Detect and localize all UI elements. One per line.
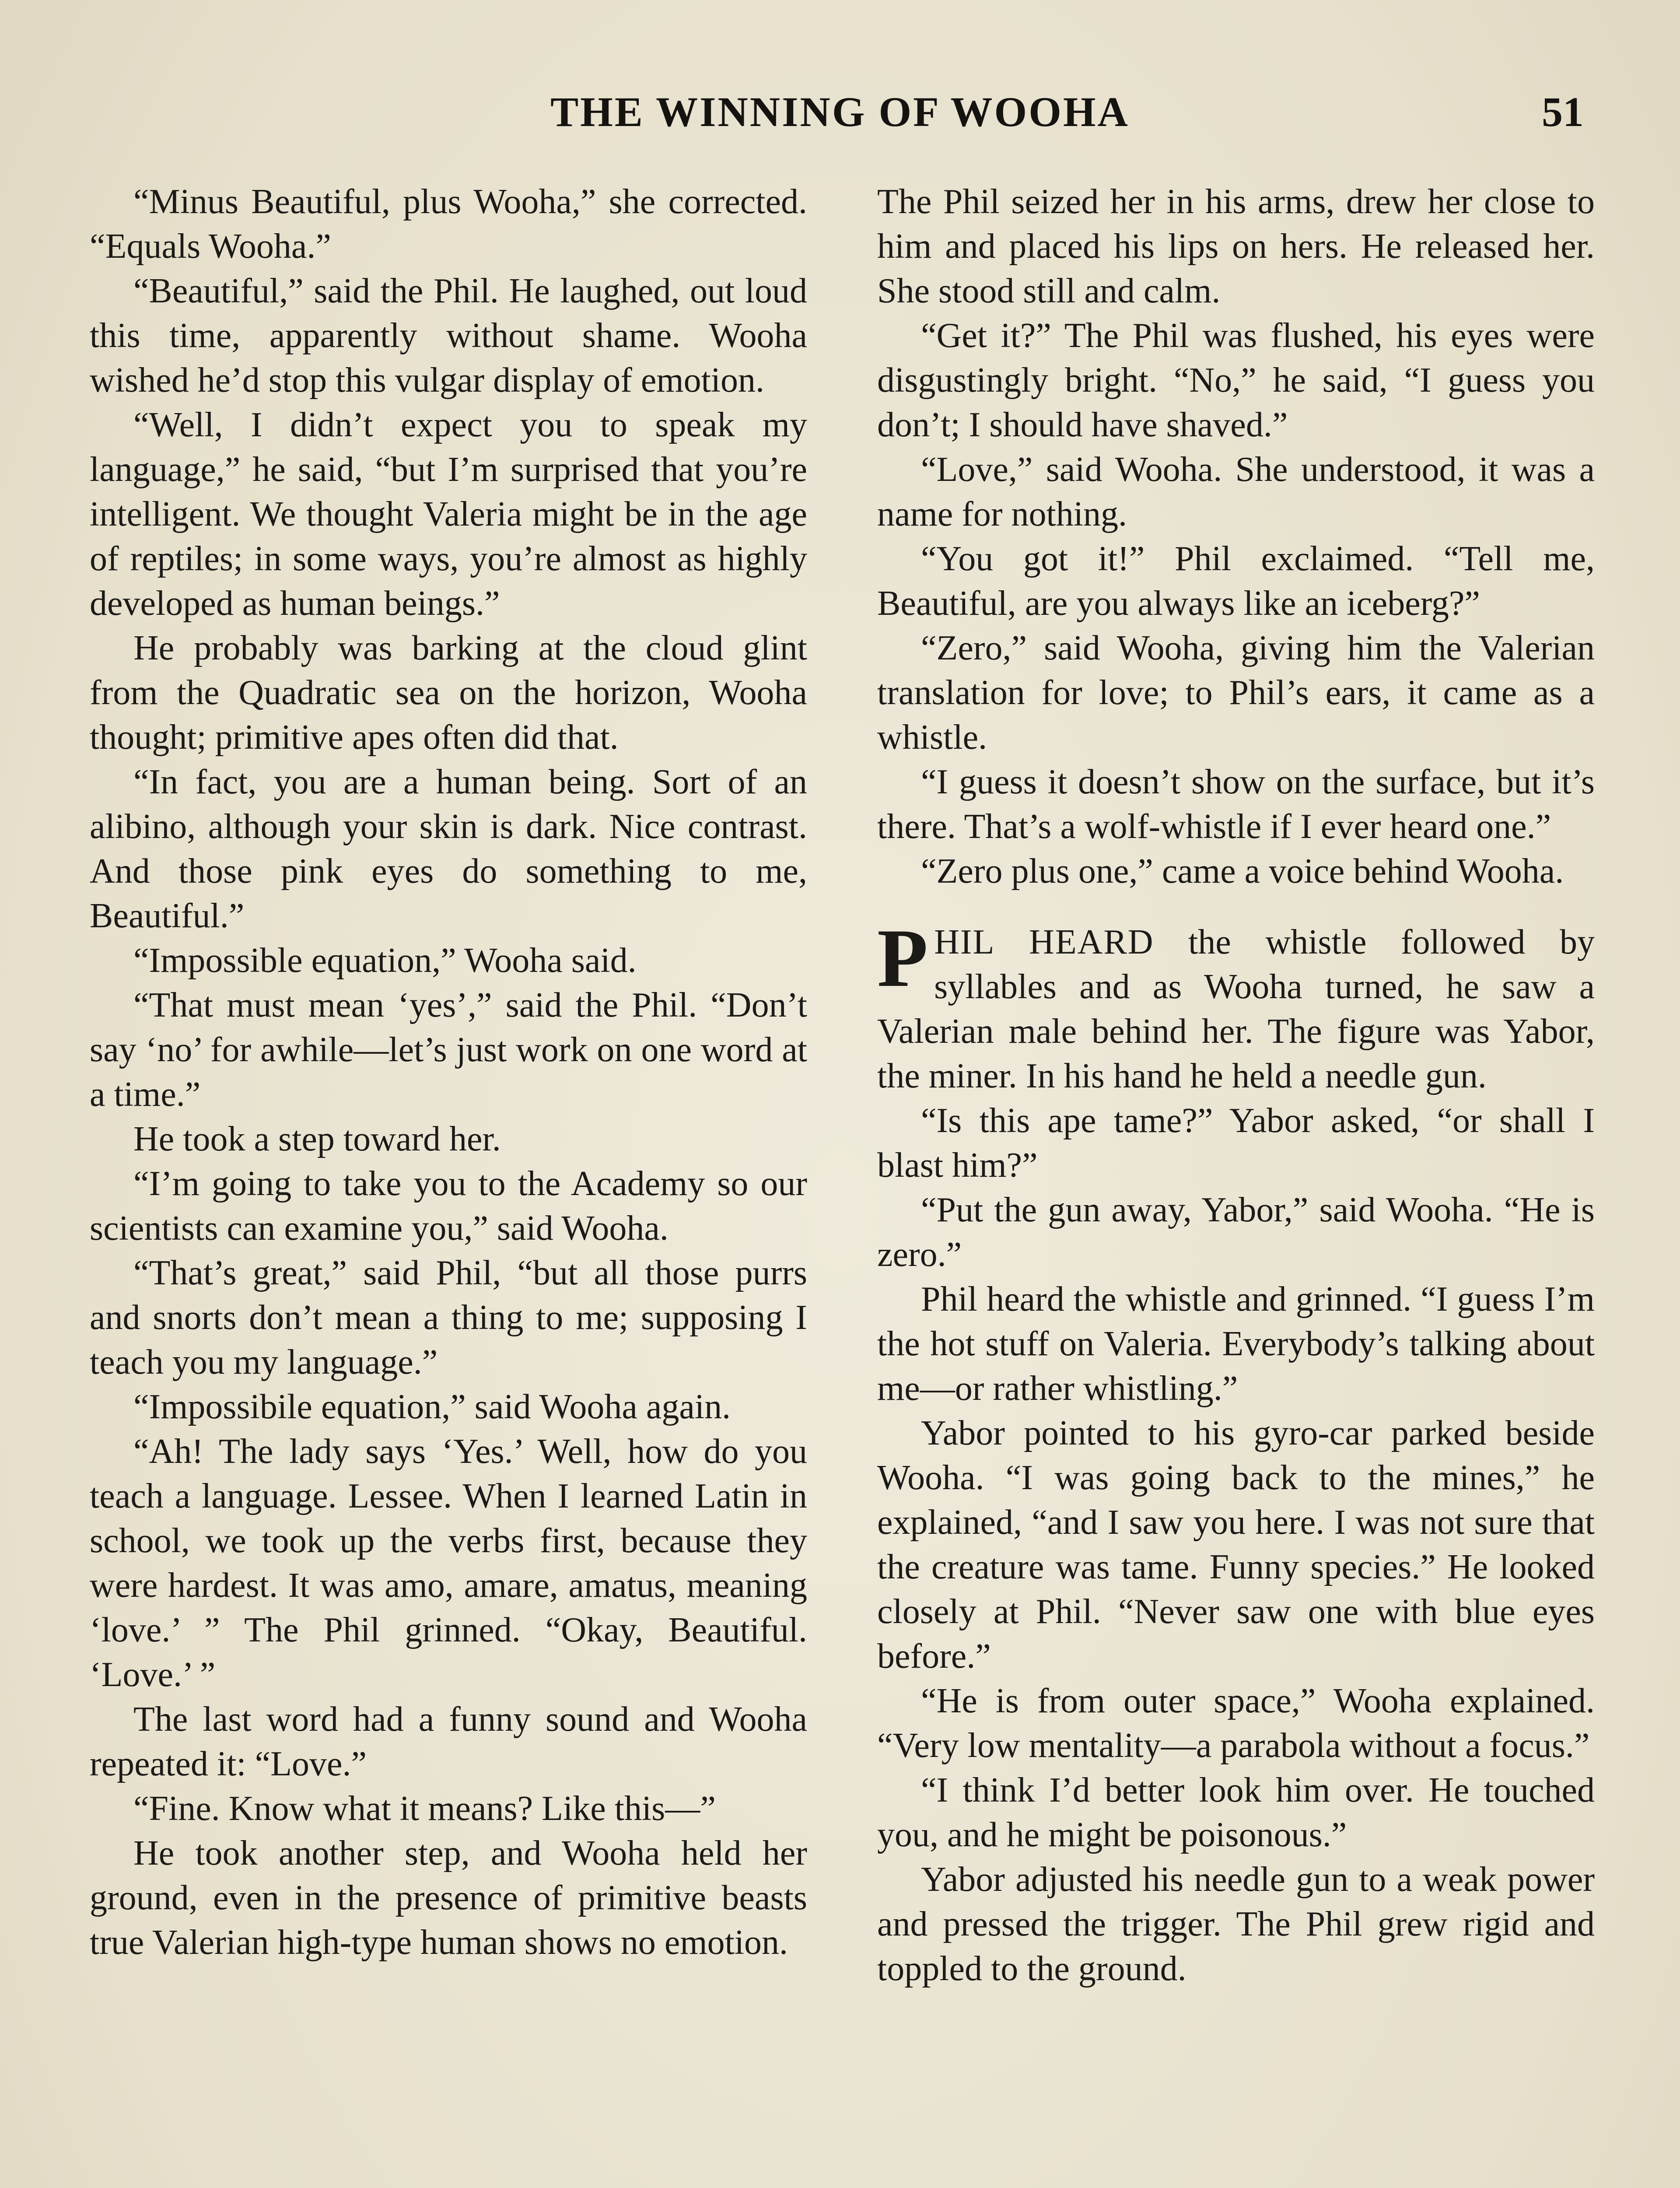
section-break-paragraph (877, 912, 1595, 1098)
paragraph: He took a step toward her. (133, 1120, 501, 1158)
drop-cap: P (877, 912, 928, 1004)
right-column-top (877, 179, 1595, 894)
paragraph: “Minus Beautiful, plus Wooha,” she corrected. “Equals Wooha.” (90, 182, 807, 266)
paragraph: “Zero,” said Wooha, giving him the Valerian translation for love; to Phil’s ears, it came as a whistle. (877, 629, 1595, 757)
paragraph: “I think I’d better look him over. He touched you, and he might be poisonous.” (877, 1771, 1595, 1854)
lead-in-caps: HIL HEARD (934, 923, 1154, 961)
right-column-bottom (877, 1098, 1595, 1991)
paragraph: “Well, I didn’t expect you to speak my language,” he said, “but I’m surprised that you’re intelligent. We thought Valeria might be in the age of reptiles; in some ways, you’re almost as highly developed as human beings.” (90, 406, 807, 623)
page-header (96, 88, 1584, 153)
paragraph: “Is this ape tame?” Yabor asked, “or shall I blast him?” (877, 1101, 1595, 1185)
paragraph: “I’m going to take you to the Academy so our scientists can examine you,” said Wooha. (90, 1164, 807, 1248)
text-columns (90, 179, 1595, 2188)
paragraph: “He is from outer space,” Wooha explained. “Very low mentality—a parabola without a focus.” (877, 1682, 1595, 1765)
paragraph: The last word had a funny sound and Wooha repeated it: “Love.” (90, 1700, 807, 1783)
paragraph: “Fine. Know what it means? Like this—” (133, 1789, 716, 1828)
paragraph: Yabor adjusted his needle gun to a weak power and pressed the trigger. The Phil grew rigid and toppled to the ground. (877, 1860, 1595, 1988)
paragraph: “Beautiful,” said the Phil. He laughed, out loud this time, apparently without shame. Wooha wished he’d stop this vulgar display of emotion. (90, 272, 807, 400)
paragraph: “Put the gun away, Yabor,” said Wooha. “He is zero.” (877, 1191, 1595, 1274)
running-title: THE WINNING OF WOOHA (550, 88, 1130, 135)
paragraph: “Impossible equation,” Wooha said. (133, 941, 637, 980)
paragraph: Phil heard the whistle and grinned. “I guess I’m the hot stuff on Valeria. Everybody’s talking about me—or rather whistling.” (877, 1280, 1595, 1408)
paragraph: “That must mean ‘yes’,” said the Phil. “Don’t say ‘no’ for awhile—let’s just work on one word at a time.” (90, 986, 807, 1114)
paragraph: He probably was barking at the cloud glint from the Quadratic sea on the horizon, Wooha thought; primitive apes often did that. (90, 629, 807, 757)
paragraph: “Ah! The lady says ‘Yes.’ Well, how do you teach a language. Lessee. When I learned Latin in school, we took up the verbs first, because they were hardest. It was amo, amare, amatus, meaning ‘love.’ ” The Phil grinned. “Okay, Beautiful. ‘Love.’ ” (90, 1432, 807, 1694)
right-column (877, 179, 1595, 2188)
section-break-text: the whistle followed by syllables and as Wooha turned, he saw a Valerian male behind her. The figure was Yabor, the miner. In his hand he held a needle gun. (877, 923, 1595, 1095)
paragraph: “Zero plus one,” came a voice behind Wooha. (921, 852, 1564, 891)
paragraph: Yabor pointed to his gyro-car parked beside Wooha. “I was going back to the mines,” he explained, “and I saw you here. I was not sure that the creature was tame. Funny species.” He looked closely at Phil. “Never saw one with blue eyes before.” (877, 1414, 1595, 1676)
page-number: 51 (1542, 88, 1584, 135)
paragraph: “In fact, you are a human being. Sort of an alibino, although your skin is dark. Nice contrast. And those pink eyes do something to me, Beautiful.” (90, 763, 807, 935)
paragraph: “Love,” said Wooha. She understood, it was a name for nothing. (877, 450, 1595, 533)
paragraph: “Impossibile equation,” said Wooha again. (133, 1388, 731, 1426)
paragraph: The Phil seized her in his arms, drew her close to him and placed his lips on hers. He released her. She stood still and calm. (877, 182, 1595, 310)
paragraph: “You got it!” Phil exclaimed. “Tell me, Beautiful, are you always like an iceberg?” (877, 540, 1595, 623)
paragraph: “I guess it doesn’t show on the surface, but it’s there. That’s a wolf-whistle if I ever heard one.” (877, 763, 1595, 846)
paragraph: He took another step, and Wooha held her ground, even in the presence of primitive beasts true Valerian high-type human shows no emotion. (90, 1834, 807, 1962)
paragraph: “That’s great,” said Phil, “but all those purrs and snorts don’t mean a thing to me; supposing I teach you my language.” (90, 1254, 807, 1382)
paragraph: “Get it?” The Phil was flushed, his eyes were disgustingly bright. “No,” he said, “I guess you don’t; I should have shaved.” (877, 316, 1595, 444)
left-column (90, 179, 807, 2188)
